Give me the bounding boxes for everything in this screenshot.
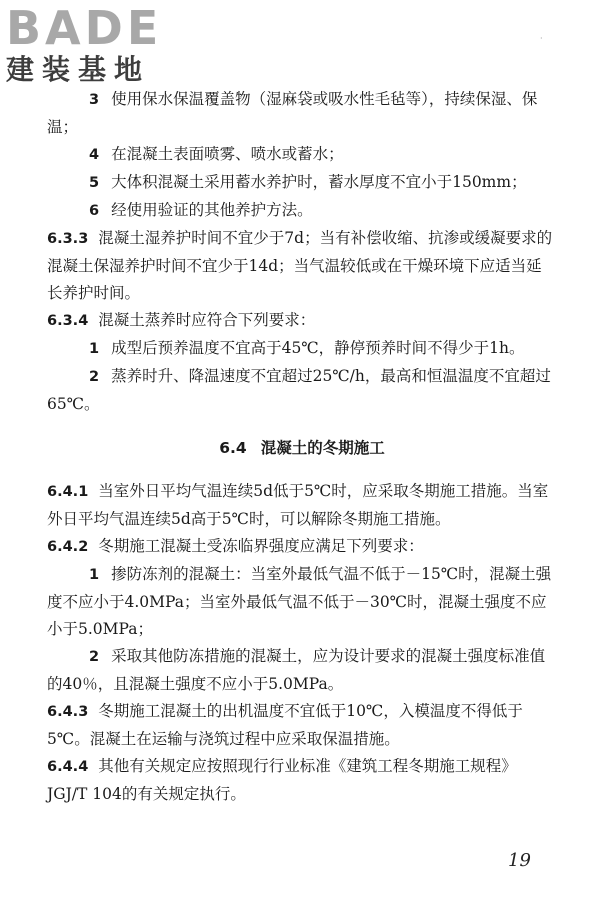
item-number: 4 bbox=[89, 147, 100, 163]
clause-number: 6.3.4 bbox=[47, 313, 89, 329]
item-number: 6 bbox=[89, 203, 100, 219]
list-item bbox=[47, 335, 557, 363]
section-title: 混凝土的冬期施工 bbox=[260, 439, 385, 457]
item-number: 1 bbox=[89, 341, 100, 357]
clause-number: 6.4.1 bbox=[47, 484, 89, 500]
item-text: 经使用验证的其他养护方法。 bbox=[111, 201, 313, 219]
list-item bbox=[47, 86, 557, 141]
item-text: 在混凝土表面喷雾、喷水或蓄水； bbox=[111, 145, 344, 163]
clause-text: 冬期施工混凝土受冻临界强度应满足下列要求： bbox=[98, 537, 424, 555]
document-body bbox=[47, 86, 557, 808]
item-number: 2 bbox=[89, 649, 100, 665]
item-text: 使用保水保温覆盖物（湿麻袋或吸水性毛毡等），持续保湿、保温； bbox=[47, 90, 538, 136]
list-item bbox=[47, 169, 557, 197]
item-number: 3 bbox=[89, 92, 100, 108]
clause bbox=[47, 225, 557, 307]
list-item bbox=[47, 643, 557, 698]
item-text: 成型后预养温度不宜高于45℃，静停预养时间不得少于1h。 bbox=[111, 339, 525, 357]
clause-text: 混凝土蒸养时应符合下列要求： bbox=[98, 311, 316, 329]
clause-text: 当室外日平均气温连续5d低于5℃时，应采取冬期施工措施。当室外日平均气温连续5d高于5℃时，可以解除冬期施工措施。 bbox=[47, 482, 549, 528]
item-text: 蒸养时升、降温速度不宜超过25℃/h，最高和恒温温度不宜超过65℃。 bbox=[47, 367, 551, 413]
item-number: 2 bbox=[89, 369, 100, 385]
clause-text: 其他有关规定应按照现行行业标准《建筑工程冬期施工规程》JGJ/T 104的有关规定执行。 bbox=[47, 757, 517, 803]
clause-text: 冬期施工混凝土的出机温度不宜低于10℃，入模温度不得低于5℃。混凝土在运输与浇筑过程中应采取保温措施。 bbox=[47, 702, 523, 748]
logo-chinese-name: 建装基地 bbox=[6, 53, 151, 86]
item-text: 大体积混凝土采用蓄水养护时，蓄水厚度不宜小于150mm； bbox=[111, 173, 527, 191]
clause bbox=[47, 307, 557, 335]
clause-number: 6.4.3 bbox=[47, 704, 89, 720]
clause bbox=[47, 478, 557, 533]
clause-number: 6.4.4 bbox=[47, 759, 89, 775]
list-item bbox=[47, 197, 557, 225]
item-number: 1 bbox=[89, 567, 100, 583]
clause bbox=[47, 753, 557, 808]
item-text: 采取其他防冻措施的混凝土，应为设计要求的混凝土强度标准值的40％，且混凝土强度不应小于5.0MPa。 bbox=[47, 647, 546, 693]
clause-text: 混凝土湿养护时间不宜少于7d；当有补偿收缩、抗渗或缓凝要求的混凝土保湿养护时间不宜少于14d；当气温较低或在干燥环境下应适当延长养护时间。 bbox=[47, 229, 553, 302]
corner-mark: · bbox=[540, 34, 543, 43]
clause-number: 6.3.3 bbox=[47, 231, 89, 247]
clause bbox=[47, 698, 557, 753]
section-heading bbox=[47, 435, 557, 462]
item-number: 5 bbox=[89, 175, 100, 191]
list-item bbox=[47, 141, 557, 169]
list-item bbox=[47, 363, 557, 418]
list-item bbox=[47, 561, 557, 643]
clause-number: 6.4.2 bbox=[47, 539, 89, 555]
section-number: 6.4 bbox=[219, 439, 247, 457]
brand-logo bbox=[6, 1, 176, 88]
clause bbox=[47, 533, 557, 561]
logo-wordmark: BADE bbox=[6, 1, 163, 55]
page-number: 19 bbox=[508, 850, 531, 871]
item-text: 掺防冻剂的混凝土：当室外最低气温不低于－15℃时，混凝土强度不应小于4.0MPa；当室外最低气温不低于－30℃时，混凝土强度不应小于5.0MPa； bbox=[47, 565, 552, 638]
